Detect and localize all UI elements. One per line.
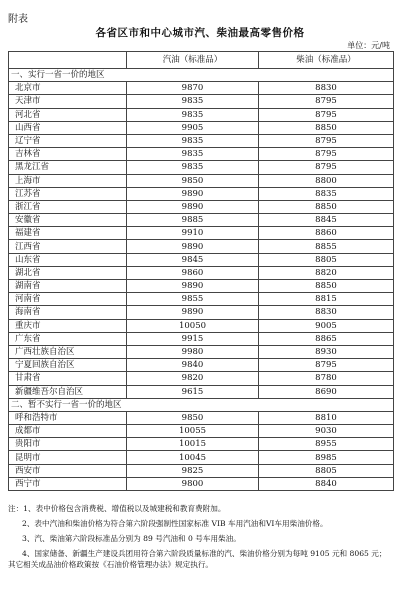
table-row bbox=[9, 359, 394, 372]
table-row bbox=[9, 293, 394, 306]
diesel-price: 8860 bbox=[259, 227, 394, 240]
diesel-price: 8855 bbox=[259, 240, 394, 253]
gasoline-price: 9870 bbox=[127, 82, 259, 95]
region-name: 西安市 bbox=[9, 464, 127, 477]
gasoline-price: 9855 bbox=[127, 293, 259, 306]
gasoline-price: 9850 bbox=[127, 174, 259, 187]
diesel-price: 8850 bbox=[259, 200, 394, 213]
table-row bbox=[9, 108, 394, 121]
region-name: 昆明市 bbox=[9, 451, 127, 464]
table-row bbox=[9, 240, 394, 253]
page-title: 各省区市和中心城市汽、柴油最高零售价格 bbox=[95, 27, 305, 39]
table-row bbox=[9, 280, 394, 293]
diesel-price: 8690 bbox=[259, 385, 394, 398]
diesel-price: 8800 bbox=[259, 174, 394, 187]
diesel-price: 8850 bbox=[259, 280, 394, 293]
diesel-price: 9005 bbox=[259, 319, 394, 332]
note-1: 注：1、表中价格包含消费税、增值税以及城建税和教育费附加。 bbox=[8, 504, 226, 513]
gasoline-price: 9835 bbox=[127, 148, 259, 161]
table-row bbox=[9, 477, 394, 490]
note-3: 3、汽、柴油第六阶段标准品分别为 89 号汽油和 0 号车用柴油。 bbox=[22, 534, 241, 543]
region-name: 重庆市 bbox=[9, 319, 127, 332]
section-heading-row bbox=[9, 69, 394, 82]
gasoline-price: 9915 bbox=[127, 332, 259, 345]
table-row bbox=[9, 425, 394, 438]
region-name: 山东省 bbox=[9, 253, 127, 266]
note-4: 4、国家储备、新疆生产建设兵团用符合第六阶段质量标准的汽、柴油价格分别为每吨 9105 元和 8065 元；其它相关成品油价格政策按《石油价格管理办法》规定执行。 bbox=[8, 549, 387, 569]
region-name: 宁夏回族自治区 bbox=[9, 359, 127, 372]
diesel-price: 8815 bbox=[259, 293, 394, 306]
region-name: 浙江省 bbox=[9, 200, 127, 213]
region-name: 河北省 bbox=[9, 108, 127, 121]
region-name: 广西壮族自治区 bbox=[9, 345, 127, 358]
table-row bbox=[9, 121, 394, 134]
price-table bbox=[8, 51, 394, 491]
region-name: 河南省 bbox=[9, 293, 127, 306]
gasoline-price: 9835 bbox=[127, 134, 259, 147]
gasoline-price: 9890 bbox=[127, 240, 259, 253]
table-header-row bbox=[9, 52, 394, 69]
annex-label: 附表 bbox=[8, 14, 28, 25]
region-name: 安徽省 bbox=[9, 214, 127, 227]
header-gasoline: 汽油（标准品） bbox=[127, 52, 259, 69]
diesel-price: 8850 bbox=[259, 121, 394, 134]
section-heading: 一、实行一省一价的地区 bbox=[9, 69, 394, 82]
diesel-price: 9030 bbox=[259, 425, 394, 438]
table-row bbox=[9, 332, 394, 345]
diesel-price: 8865 bbox=[259, 332, 394, 345]
region-name: 西宁市 bbox=[9, 477, 127, 490]
table-row bbox=[9, 148, 394, 161]
region-name: 湖北省 bbox=[9, 266, 127, 279]
diesel-price: 8830 bbox=[259, 82, 394, 95]
gasoline-price: 9860 bbox=[127, 266, 259, 279]
section-heading-row bbox=[9, 398, 394, 411]
gasoline-price: 9615 bbox=[127, 385, 259, 398]
region-name: 湖南省 bbox=[9, 280, 127, 293]
gasoline-price: 9845 bbox=[127, 253, 259, 266]
diesel-price: 8805 bbox=[259, 253, 394, 266]
gasoline-price: 9825 bbox=[127, 464, 259, 477]
region-name: 广东省 bbox=[9, 332, 127, 345]
gasoline-price: 9835 bbox=[127, 108, 259, 121]
diesel-price: 8835 bbox=[259, 187, 394, 200]
table-row bbox=[9, 82, 394, 95]
unit-label: 单位：元/吨 bbox=[347, 41, 390, 50]
table-row bbox=[9, 95, 394, 108]
header-diesel: 柴油（标准品） bbox=[259, 52, 394, 69]
gasoline-price: 9890 bbox=[127, 306, 259, 319]
region-name: 成都市 bbox=[9, 425, 127, 438]
diesel-price: 8795 bbox=[259, 161, 394, 174]
region-name: 北京市 bbox=[9, 82, 127, 95]
diesel-price: 8930 bbox=[259, 345, 394, 358]
diesel-price: 8795 bbox=[259, 148, 394, 161]
gasoline-price: 9800 bbox=[127, 477, 259, 490]
table-row bbox=[9, 464, 394, 477]
region-name: 呼和浩特市 bbox=[9, 411, 127, 424]
table-row bbox=[9, 451, 394, 464]
table-row bbox=[9, 200, 394, 213]
gasoline-price: 10015 bbox=[127, 438, 259, 451]
region-name: 山西省 bbox=[9, 121, 127, 134]
gasoline-price: 10045 bbox=[127, 451, 259, 464]
region-name: 新疆维吾尔自治区 bbox=[9, 385, 127, 398]
gasoline-price: 9980 bbox=[127, 345, 259, 358]
region-name: 江苏省 bbox=[9, 187, 127, 200]
table-row bbox=[9, 227, 394, 240]
region-name: 贵阳市 bbox=[9, 438, 127, 451]
table-row bbox=[9, 266, 394, 279]
table-row bbox=[9, 214, 394, 227]
table-row bbox=[9, 134, 394, 147]
table-row bbox=[9, 174, 394, 187]
table-row bbox=[9, 385, 394, 398]
gasoline-price: 9890 bbox=[127, 200, 259, 213]
region-name: 甘肃省 bbox=[9, 372, 127, 385]
region-name: 海南省 bbox=[9, 306, 127, 319]
region-name: 吉林省 bbox=[9, 148, 127, 161]
gasoline-price: 10055 bbox=[127, 425, 259, 438]
diesel-price: 8830 bbox=[259, 306, 394, 319]
region-name: 辽宁省 bbox=[9, 134, 127, 147]
header-name bbox=[9, 52, 127, 69]
table-row bbox=[9, 411, 394, 424]
note-2: 2、表中汽油和柴油价格为符合第六阶段强制性国家标准 VIB 车用汽油和VI车用柴油价格。 bbox=[22, 519, 328, 528]
gasoline-price: 9840 bbox=[127, 359, 259, 372]
diesel-price: 8795 bbox=[259, 134, 394, 147]
gasoline-price: 9835 bbox=[127, 95, 259, 108]
diesel-price: 8795 bbox=[259, 95, 394, 108]
diesel-price: 8955 bbox=[259, 438, 394, 451]
gasoline-price: 9890 bbox=[127, 187, 259, 200]
diesel-price: 8820 bbox=[259, 266, 394, 279]
table-row bbox=[9, 372, 394, 385]
gasoline-price: 9850 bbox=[127, 411, 259, 424]
table-body bbox=[9, 69, 394, 491]
gasoline-price: 9835 bbox=[127, 161, 259, 174]
gasoline-price: 9820 bbox=[127, 372, 259, 385]
gasoline-price: 9885 bbox=[127, 214, 259, 227]
diesel-price: 8805 bbox=[259, 464, 394, 477]
table-row bbox=[9, 161, 394, 174]
section-heading: 二、暂不实行一省一价的地区 bbox=[9, 398, 394, 411]
diesel-price: 8840 bbox=[259, 477, 394, 490]
table-row bbox=[9, 438, 394, 451]
region-name: 黑龙江省 bbox=[9, 161, 127, 174]
gasoline-price: 10050 bbox=[127, 319, 259, 332]
diesel-price: 8845 bbox=[259, 214, 394, 227]
diesel-price: 8795 bbox=[259, 108, 394, 121]
region-name: 江西省 bbox=[9, 240, 127, 253]
region-name: 上海市 bbox=[9, 174, 127, 187]
table-row bbox=[9, 319, 394, 332]
diesel-price: 8780 bbox=[259, 372, 394, 385]
diesel-price: 8985 bbox=[259, 451, 394, 464]
table-row bbox=[9, 306, 394, 319]
diesel-price: 8810 bbox=[259, 411, 394, 424]
table-row bbox=[9, 253, 394, 266]
region-name: 天津市 bbox=[9, 95, 127, 108]
gasoline-price: 9905 bbox=[127, 121, 259, 134]
table-row bbox=[9, 187, 394, 200]
gasoline-price: 9890 bbox=[127, 280, 259, 293]
region-name: 福建省 bbox=[9, 227, 127, 240]
table-row bbox=[9, 345, 394, 358]
notes-block bbox=[8, 503, 394, 574]
diesel-price: 8795 bbox=[259, 359, 394, 372]
gasoline-price: 9910 bbox=[127, 227, 259, 240]
